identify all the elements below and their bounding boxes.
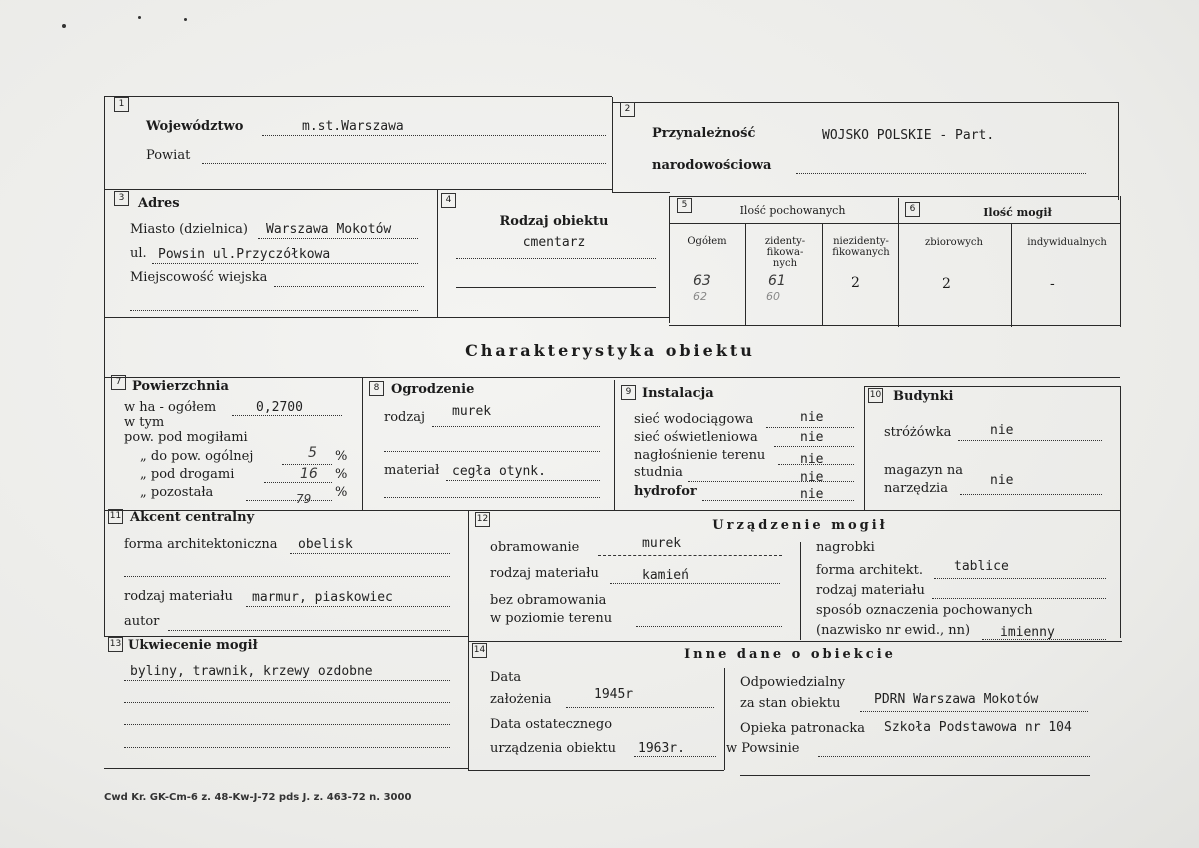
row-divider (612, 192, 670, 193)
field-line (124, 724, 450, 725)
rodzaj-materialu-label: rodzaj materiału (490, 566, 599, 581)
ha-value: 0,2700 (256, 400, 303, 415)
strozowka-value: nie (990, 423, 1014, 438)
field-line (598, 555, 782, 556)
frame-right (1120, 196, 1121, 327)
ogrodzenie-title: Ogrodzenie (391, 382, 475, 397)
niezidentyfikowanych-label: niezidenty- fikowanych (832, 236, 890, 258)
narzedzia-label: narzędzia (884, 481, 948, 496)
powiat-label: Powiat (146, 148, 191, 163)
divider (898, 198, 899, 327)
za-stan-obiektu-label: za stan obiektu (740, 696, 841, 711)
section-number: 9 (621, 385, 636, 400)
opieka-patronacka-value-line2: w Powsinie (726, 741, 800, 756)
instalacja-value: nie (800, 452, 824, 467)
field-line (446, 480, 600, 481)
row-divider (669, 325, 1120, 326)
field-line (124, 680, 450, 681)
field-line (456, 258, 656, 259)
row-divider (104, 189, 612, 190)
instalacja-label: sieć wodociągowa (634, 412, 754, 427)
ogrodzenie-material-value: cegła otynk. (452, 464, 546, 479)
divider (800, 542, 801, 640)
field-line (274, 286, 424, 287)
narodowosciowa-label: narodowościowa (652, 158, 772, 173)
row-divider (104, 636, 468, 637)
obramowanie-material-value: kamień (642, 568, 689, 583)
data-ostatecznego-label: Data ostatecznego (490, 717, 613, 732)
charakterystyka-heading: Charakterystyka obiektu (465, 341, 755, 360)
section-number: 2 (620, 102, 635, 117)
frame-top-right (612, 102, 1119, 103)
field-line (262, 135, 606, 136)
nazwisko-label: (nazwisko nr ewid., nn) (816, 623, 971, 638)
row-divider (669, 196, 1118, 197)
field-line (384, 497, 600, 498)
magazyn-label: magazyn na (884, 463, 963, 478)
instalacja-value: nie (800, 470, 824, 485)
data-zalozenia-value: 1945r (594, 687, 634, 702)
indywidualnych-label: indywidualnych (1027, 237, 1107, 248)
nagrobki-label: nagrobki (816, 540, 875, 555)
field-line (202, 163, 606, 164)
row-divider (104, 510, 1120, 511)
frame-top (104, 96, 612, 97)
niezidentyfikowanych-value: 2 (851, 275, 860, 291)
ilosc-mogil-title: Ilość mogił (983, 206, 1052, 219)
instalacja-value: nie (800, 430, 824, 445)
data-label: Data (490, 670, 522, 685)
zalozenia-label: założenia (490, 692, 552, 707)
rodzaj-materialu-label: rodzaj materiału (124, 589, 233, 604)
autor-label: autor (124, 614, 160, 629)
print-footer: Cwd Kr. GK-Cm-6 z. 48-Kw-J-72 pds J. z. 463-72 n. 3000 (104, 792, 412, 803)
divider (745, 223, 746, 325)
zbiorowych-value: 2 (942, 276, 951, 292)
frame-bottom (468, 770, 724, 771)
frame-left (104, 96, 105, 636)
odpowiedzialny-value: PDRN Warszawa Mokotów (874, 692, 1039, 707)
field-line (932, 598, 1106, 599)
row-divider (104, 377, 1120, 378)
section-number: 11 (108, 509, 123, 524)
magazyn-value: nie (990, 473, 1014, 488)
wojewodztwo-label: Województwo (146, 119, 244, 134)
divider (468, 510, 469, 770)
opieka-patronacka-label: Opieka patronacka (740, 721, 865, 736)
oznaczenie-value: imienny (1000, 625, 1055, 640)
w-poziomie-label: w poziomie terenu (490, 611, 613, 626)
field-line (152, 263, 418, 264)
section-number: 10 (868, 388, 883, 403)
field-line (282, 464, 332, 465)
field-line (958, 440, 1102, 441)
strozowka-label: stróżówka (884, 425, 952, 440)
ukwiecenie-title: Ukwiecenie mogił (128, 638, 258, 653)
section-number: 8 (369, 381, 384, 396)
divider (669, 196, 670, 323)
section-number: 7 (111, 375, 126, 390)
field-line (818, 756, 1090, 757)
sposob-oznaczenia-label: sposób oznaczenia pochowanych (816, 603, 1033, 618)
field-line (124, 747, 450, 748)
data-urzadzenia-value: 1963r. (638, 741, 685, 756)
percent-sign: % (335, 449, 348, 464)
instalacja-value: nie (800, 487, 824, 502)
field-line (860, 711, 1088, 712)
rodzaj-label: rodzaj (384, 410, 425, 425)
forma-architekt-label: forma architekt. (816, 563, 923, 578)
row-divider (104, 317, 669, 318)
speck (62, 24, 66, 28)
percent-sign: % (335, 467, 348, 482)
field-line (636, 626, 782, 627)
powierzchnia-title: Powierzchnia (132, 379, 229, 394)
field-line (774, 446, 854, 447)
pozostala-label: „ pozostała (140, 485, 214, 500)
w-tym-label: w tym (124, 415, 165, 430)
instalacja-label: hydrofor (634, 484, 697, 499)
pod-drogami-label: „ pod drogami (140, 467, 235, 482)
rodzaj-materialu-label: rodzaj materiału (816, 583, 925, 598)
ilosc-pochowanych-title: Ilość pochowanych (739, 204, 846, 217)
forma-arch-value: obelisk (298, 537, 353, 552)
akcent-centralny-title: Akcent centralny (130, 510, 255, 525)
divider (612, 97, 613, 192)
divider (614, 380, 615, 510)
field-line (124, 576, 450, 577)
rodzaj-obiektu-title: Rodzaj obiektu (499, 214, 609, 229)
forma-architekt-value: tablice (954, 559, 1009, 574)
inne-dane-title: Inne dane o obiekcie (684, 647, 896, 662)
field-line (130, 310, 418, 311)
section-number: 12 (475, 512, 490, 527)
field-line (934, 578, 1106, 579)
budynki-title: Budynki (893, 389, 954, 404)
field-line (766, 427, 854, 428)
field-line (124, 702, 450, 703)
frame-bottom (104, 768, 468, 769)
opieka-patronacka-value: Szkoła Podstawowa nr 104 (884, 720, 1072, 735)
miasto-value: Warszawa Mokotów (266, 222, 392, 237)
row-divider (468, 641, 1122, 642)
wojewodztwo-value: m.st.Warszawa (302, 119, 404, 134)
divider (724, 668, 725, 770)
section-number: 5 (677, 198, 692, 213)
forma-arch-label: forma architektoniczna (124, 537, 278, 552)
field-line (960, 494, 1102, 495)
ulica-value: Powsin ul.Przyczółkowa (158, 247, 331, 262)
ogolem-note: 62 (693, 290, 707, 303)
indywidualnych-value: - (1050, 276, 1055, 292)
field-line (982, 639, 1106, 640)
ogolem-value: 63 (693, 273, 711, 289)
obramowanie-label: obramowanie (490, 540, 580, 555)
rodzaj-materialu-value: marmur, piaskowiec (252, 590, 393, 605)
row-divider (864, 386, 1120, 387)
field-line (456, 287, 656, 288)
frame-right-top (1118, 102, 1119, 200)
adres-title: Adres (138, 196, 180, 211)
miasto-label: Miasto (dzielnica) (130, 222, 248, 237)
divider (822, 223, 823, 325)
urzadzenia-obiektu-label: urządzenia obiektu (490, 741, 616, 756)
divider (437, 190, 438, 317)
instalacja-label: sieć oświetleniowa (634, 430, 758, 445)
frame-right (1120, 386, 1121, 638)
ha-label: w ha - ogółem (124, 400, 217, 415)
field-line (566, 707, 714, 708)
odpowiedzialny-label: Odpowiedzialny (740, 675, 846, 690)
pod-drogami-value: 16 (300, 466, 318, 482)
field-line (796, 173, 1086, 174)
field-line (232, 415, 342, 416)
do-pow-value: 5 (308, 445, 317, 461)
ukwiecenie-value: byliny, trawnik, krzewy ozdobne (130, 664, 373, 679)
do-pow-label: „ do pow. ogólnej (140, 449, 254, 464)
speck (184, 18, 187, 21)
section-number: 4 (441, 193, 456, 208)
miejscowosc-label: Miejscowość wiejska (130, 270, 268, 285)
instalacja-title: Instalacja (642, 386, 714, 401)
divider (1011, 223, 1012, 327)
zidentyfikowanych-note: 60 (766, 290, 780, 303)
section-number: 13 (108, 637, 123, 652)
speck (138, 16, 141, 19)
pod-mogilami-label: pow. pod mogiłami (124, 430, 248, 445)
material-label: materiał (384, 463, 440, 478)
row-divider (669, 223, 1120, 224)
ulica-label: ul. (130, 246, 147, 261)
section-number: 3 (114, 191, 129, 206)
rodzaj-obiektu-value: cmentarz (522, 235, 586, 250)
field-line (264, 482, 332, 483)
field-line (168, 630, 450, 631)
instalacja-label: nagłośnienie terenu (634, 448, 766, 463)
percent-sign: % (335, 485, 348, 500)
field-line (290, 553, 450, 554)
field-line (740, 775, 1090, 776)
field-line (384, 451, 600, 452)
field-line (634, 756, 716, 757)
field-line (246, 606, 450, 607)
zidentyfikowanych-value: 61 (768, 273, 786, 289)
zidentyfikowanych-label: zidenty- fikowa- nych (764, 236, 806, 269)
przynaleznosc-label: Przynależność (652, 126, 756, 141)
przynaleznosc-value: WOJSKO POLSKIE - Part. (822, 128, 995, 143)
urzadzenie-mogil-title: Urządzenie mogił (712, 518, 888, 533)
obramowanie-value: murek (642, 536, 682, 551)
divider (864, 386, 865, 510)
zbiorowych-label: zbiorowych (925, 237, 983, 248)
field-line (432, 426, 600, 427)
field-line (610, 583, 780, 584)
divider (362, 377, 363, 510)
instalacja-label: studnia (634, 465, 683, 480)
field-line (246, 500, 332, 501)
instalacja-value: nie (800, 410, 824, 425)
section-number: 1 (114, 97, 129, 112)
ogolem-label: Ogółem (687, 236, 727, 247)
section-number: 14 (472, 643, 487, 658)
pozostala-value: 79 (296, 492, 312, 506)
field-line (258, 238, 418, 239)
field-line (702, 500, 854, 501)
bez-obramowania-label: bez obramowania (490, 593, 607, 608)
field-line (778, 464, 854, 465)
section-number: 6 (905, 202, 920, 217)
ogrodzenie-rodzaj-value: murek (452, 404, 492, 419)
field-line (688, 481, 854, 482)
